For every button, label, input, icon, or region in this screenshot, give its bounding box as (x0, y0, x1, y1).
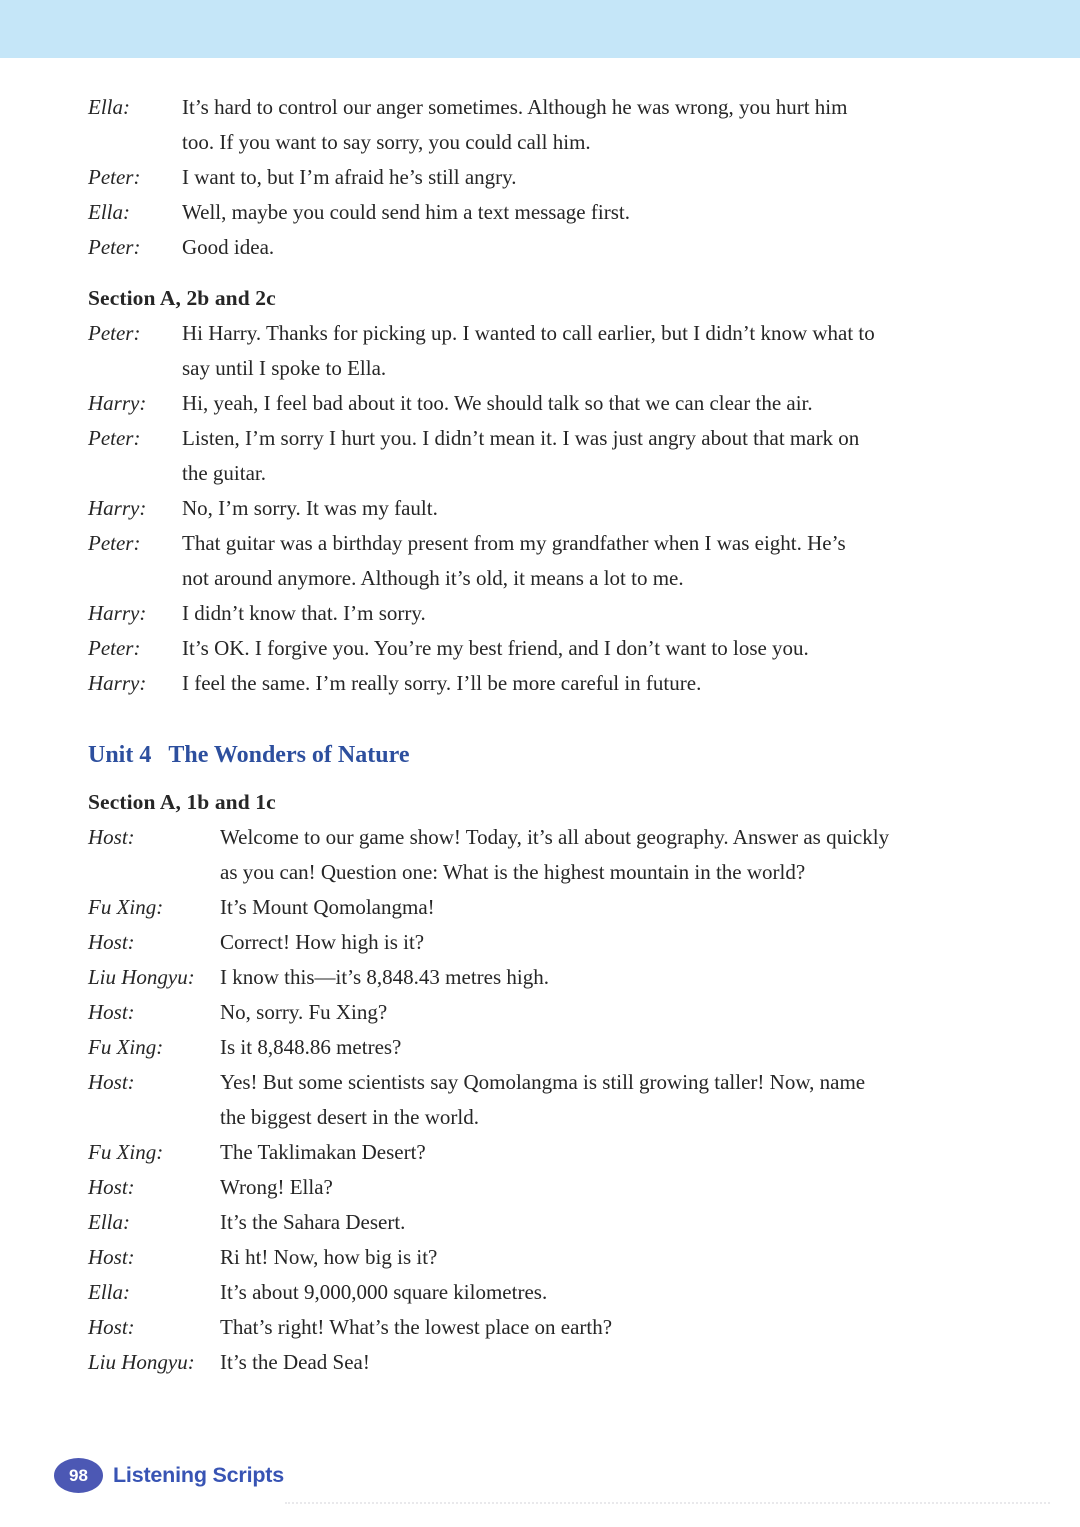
footer-section-label: Listening Scripts (113, 1463, 285, 1487)
dialogue-turn (88, 596, 998, 631)
dialogue-line: Ri ht! Now, how big is it? (220, 1245, 438, 1269)
dialogue-turn (88, 526, 998, 596)
speaker-label: Host: (88, 1070, 135, 1094)
dialogue-text (220, 1310, 998, 1345)
dialogue-text (220, 1170, 998, 1205)
dialogue-line: That’s right! What’s the lowest place on earth? (220, 1315, 613, 1339)
dialogue-line: No, I’m sorry. It was my fault. (182, 496, 438, 520)
dialogue-line: Correct! How high is it? (220, 930, 425, 954)
dialogue-line: not around anymore. Although it’s old, it means a lot to me. (182, 566, 684, 590)
dialogue-turn (88, 995, 998, 1030)
speaker-label: Harry: (88, 496, 147, 520)
speaker-label: Host: (88, 825, 135, 849)
dialogue-text (220, 1135, 998, 1170)
page-number-badge: 98 (54, 1458, 103, 1493)
dialogue-turn (88, 1030, 998, 1065)
dialogue-text (220, 925, 998, 960)
dialogue-text (182, 666, 998, 701)
dialogue-turn (88, 1135, 998, 1170)
dialogue-line: It’s OK. I forgive you. You’re my best friend, and I don’t want to lose you. (182, 636, 809, 660)
dialogue-line: the biggest desert in the world. (220, 1105, 479, 1129)
dialogue-line: too. If you want to say sorry, you could call him. (182, 130, 591, 154)
dialogue-text (182, 631, 998, 666)
dialogue-line: It’s the Sahara Desert. (220, 1210, 406, 1234)
dialogue-line: Well, maybe you could send him a text message first. (182, 200, 630, 224)
dialogue-text (220, 820, 998, 890)
dialogue-turn (88, 491, 998, 526)
dialogue-text (220, 890, 998, 925)
dialogue-turn (88, 820, 998, 890)
dialogue-line: It’s about 9,000,000 square kilometres. (220, 1280, 548, 1304)
unit-number: Unit 4 (88, 742, 152, 768)
dialogue-text (220, 1030, 998, 1065)
dialogue-line: as you can! Question one: What is the highest mountain in the world? (220, 860, 806, 884)
dialogue-text (220, 1345, 998, 1380)
dialogue-text (182, 195, 998, 230)
dialogue-text (182, 421, 998, 491)
dialogue-text (220, 960, 998, 995)
dialogue-text (220, 995, 998, 1030)
dialogue-text (182, 90, 998, 160)
dialogue-turn (88, 1205, 998, 1240)
speaker-label: Host: (88, 1000, 135, 1024)
dialogue-turn (88, 666, 998, 701)
dialogue-turn (88, 1240, 998, 1275)
section-heading: Section A, 1b and 1c (88, 790, 276, 814)
dialogue-line: I didn’t know that. I’m sorry. (182, 601, 426, 625)
dialogue-turn (88, 1170, 998, 1205)
speaker-label: Liu Hongyu: (88, 965, 195, 989)
dialogue-turn (88, 316, 998, 386)
dialogue-turn (88, 160, 998, 195)
dialogue-text (220, 1240, 998, 1275)
dialogue-line: Yes! But some scientists say Qomolangma is still growing taller! Now, name (220, 1070, 866, 1094)
speaker-label: Host: (88, 930, 135, 954)
speaker-label: Host: (88, 1245, 135, 1269)
dialogue-text (182, 316, 998, 386)
speaker-label: Harry: (88, 601, 147, 625)
dialogue-line: the guitar. (182, 461, 266, 485)
speaker-label: Ella: (88, 1210, 130, 1234)
dialogue-line: It’s Mount Qomolangma! (220, 895, 435, 919)
speaker-label: Peter: (88, 235, 141, 259)
speaker-label: Peter: (88, 531, 141, 555)
dialogue-turn (88, 1275, 998, 1310)
speaker-label: Fu Xing: (88, 1035, 164, 1059)
dialogue-line: Welcome to our game show! Today, it’s all about geography. Answer as quickly (220, 825, 890, 849)
speaker-label: Liu Hongyu: (88, 1350, 195, 1374)
speaker-label: Peter: (88, 321, 141, 345)
dialogue-line: It’s the Dead Sea! (220, 1350, 370, 1374)
dialogue-turn (88, 230, 998, 265)
speaker-label: Host: (88, 1315, 135, 1339)
dialogue-turn (88, 195, 998, 230)
scan-artifact-line (285, 1502, 1050, 1504)
dialogue-text (220, 1205, 998, 1240)
dialogue-line: It’s hard to control our anger sometimes. Although he was wrong, you hurt him (182, 95, 848, 119)
speaker-label: Ella: (88, 200, 130, 224)
dialogue-turn (88, 421, 998, 491)
dialogue-line: Good idea. (182, 235, 275, 259)
speaker-label: Ella: (88, 1280, 130, 1304)
listening-scripts-page (88, 90, 998, 1380)
dialogue-turn (88, 1345, 998, 1380)
dialogue-turn (88, 1065, 998, 1135)
unit-heading (88, 738, 998, 772)
dialogue-line: Hi, yeah, I feel bad about it too. We should talk so that we can clear the air. (182, 391, 813, 415)
page-top-band (0, 0, 1080, 58)
dialogue-text (182, 230, 998, 265)
dialogue-text (182, 160, 998, 195)
dialogue-turn (88, 631, 998, 666)
dialogue-line: I want to, but I’m afraid he’s still angry. (182, 165, 517, 189)
dialogue-turn (88, 90, 998, 160)
dialogue-turn (88, 960, 998, 995)
dialogue-line: Is it 8,848.86 metres? (220, 1035, 402, 1059)
dialogue-line: That guitar was a birthday present from my grandfather when I was eight. He’s (182, 531, 846, 555)
dialogue-line: Hi Harry. Thanks for picking up. I wanted to call earlier, but I didn’t know what to (182, 321, 875, 345)
speaker-label: Fu Xing: (88, 1140, 164, 1164)
speaker-label: Peter: (88, 636, 141, 660)
section-heading: Section A, 2b and 2c (88, 286, 276, 310)
dialogue-line: I know this—it’s 8,848.43 metres high. (220, 965, 549, 989)
dialogue-line: Wrong! Ella? (220, 1175, 333, 1199)
dialogue-text (182, 596, 998, 631)
dialogue-turn (88, 386, 998, 421)
dialogue-turn (88, 925, 998, 960)
speaker-label: Host: (88, 1175, 135, 1199)
speaker-label: Fu Xing: (88, 895, 164, 919)
dialogue-line: No, sorry. Fu Xing? (220, 1000, 388, 1024)
page-footer (54, 1458, 284, 1493)
dialogue-line: The Taklimakan Desert? (220, 1140, 426, 1164)
dialogue-line: I feel the same. I’m really sorry. I’ll be more careful in future. (182, 671, 702, 695)
dialogue-text (182, 386, 998, 421)
dialogue-text (220, 1065, 998, 1135)
speaker-label: Ella: (88, 95, 130, 119)
speaker-label: Peter: (88, 426, 141, 450)
speaker-label: Harry: (88, 671, 147, 695)
speaker-label: Peter: (88, 165, 141, 189)
dialogue-turn (88, 1310, 998, 1345)
dialogue-line: say until I spoke to Ella. (182, 356, 387, 380)
dialogue-text (220, 1275, 998, 1310)
dialogue-line: Listen, I’m sorry I hurt you. I didn’t mean it. I was just angry about that mark on (182, 426, 860, 450)
dialogue-text (182, 526, 998, 596)
speaker-label: Harry: (88, 391, 147, 415)
dialogue-turn (88, 890, 998, 925)
unit-title: The Wonders of Nature (168, 742, 410, 768)
dialogue-text (182, 491, 998, 526)
